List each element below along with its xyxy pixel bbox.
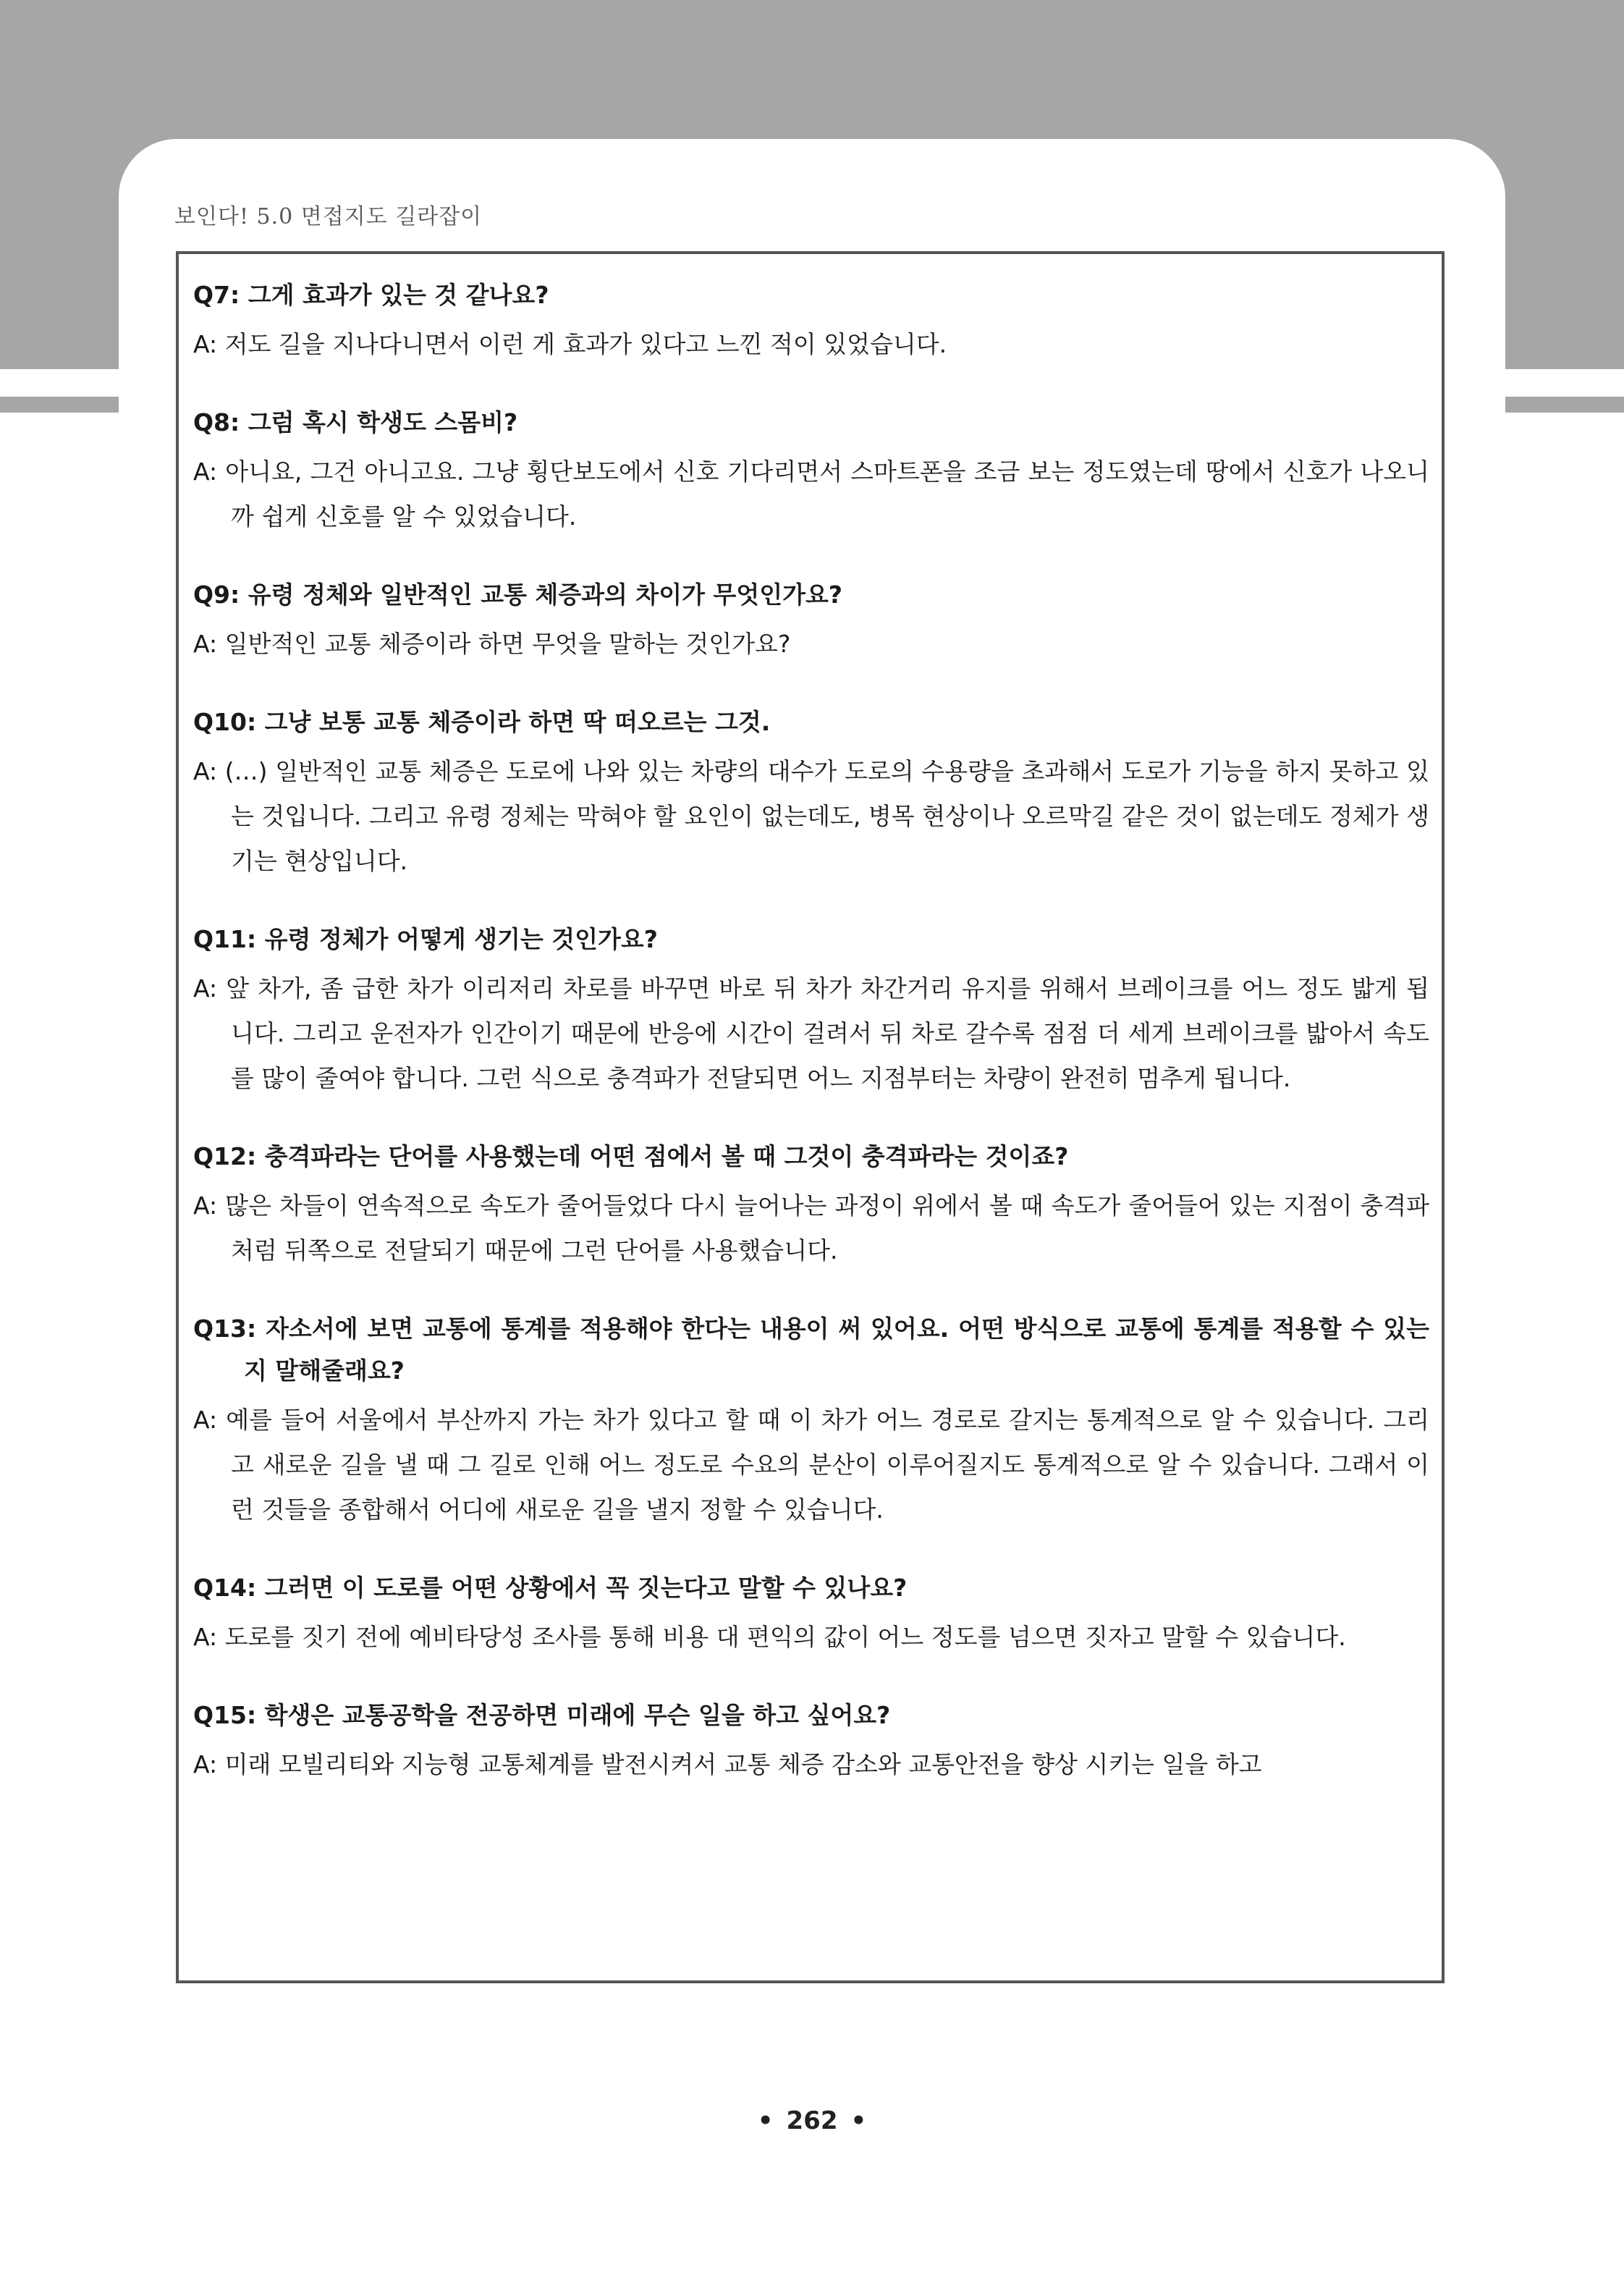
answer: A: 많은 차들이 연속적으로 속도가 줄어들었다 다시 늘어나는 과정이 위에서 볼 때 속도가 줄어들어 있는 지점이 충격파처럼 뒤쪽으로 전달되기 때문에 그런 단어를 사용했습니다. xyxy=(193,1191,1429,1265)
question: Q13: 자소서에 보면 교통에 통계를 적용해야 한다는 내용이 써 있어요. 어떤 방식으로 교통에 통계를 적용할 수 있는지 말해줄래요? xyxy=(193,1314,1429,1385)
question: Q12: 충격파라는 단어를 사용했는데 어떤 점에서 볼 때 그것이 충격파라는 것이죠? xyxy=(193,1142,1069,1170)
question: Q10: 그냥 보통 교통 체증이라 하면 딱 떠오르는 그것. xyxy=(193,708,771,736)
right-stripe xyxy=(1505,397,1624,413)
interview-qa-box xyxy=(176,251,1445,1983)
qa-item-q13 xyxy=(193,1308,1429,1532)
qa-item-q12 xyxy=(193,1136,1429,1273)
qa-list xyxy=(193,274,1429,1822)
question: Q14: 그러면 이 도로를 어떤 상황에서 꼭 짓는다고 말할 수 있나요? xyxy=(193,1574,908,1602)
qa-item-q11 xyxy=(193,919,1429,1101)
answer: A: 도로를 짓기 전에 예비타당성 조사를 통해 비용 대 편익의 값이 어느 정도를 넘으면 짓자고 말할 수 있습니다. xyxy=(193,1623,1346,1651)
running-header: 보인다! 5.0 면접지도 길라잡이 xyxy=(174,204,483,229)
question: Q11: 유령 정체가 어떻게 생기는 것인가요? xyxy=(193,925,658,953)
bullet-dot-right: • xyxy=(850,2106,867,2135)
answer: A: 일반적인 교통 체증이라 하면 무엇을 말하는 것인가요? xyxy=(193,630,791,658)
answer: A: 아니요, 그건 아니고요. 그냥 횡단보도에서 신호 기다리면서 스마트폰을 조금 보는 정도였는데 땅에서 신호가 나오니까 쉽게 신호를 알 수 있었습니다. xyxy=(193,457,1429,531)
qa-item-q15 xyxy=(193,1694,1429,1787)
qa-item-q7 xyxy=(193,274,1429,367)
page-number-footer xyxy=(0,2106,1624,2135)
page-number: 262 xyxy=(786,2106,838,2135)
qa-item-q10 xyxy=(193,701,1429,884)
question: Q7: 그게 효과가 있는 것 같나요? xyxy=(193,281,549,309)
answer: A: (…) 일반적인 교통 체증은 도로에 나와 있는 차량의 대수가 도로의 수용량을 초과해서 도로가 기능을 하지 못하고 있는 것입니다. 그리고 유령 정체는 막혀야 할 요인이 없는데도, 병목 현상이나 오르막길 같은 것이 없는데도 정체가 생기는 현상입니다. xyxy=(193,757,1429,875)
question: Q15: 학생은 교통공학을 전공하면 미래에 무슨 일을 하고 싶어요? xyxy=(193,1701,891,1729)
qa-item-q14 xyxy=(193,1567,1429,1660)
answer: A: 미래 모빌리티와 지능형 교통체계를 발전시켜서 교통 체증 감소와 교통안전을 향상 시키는 일을 하고 xyxy=(193,1750,1262,1778)
bullet-dot-left: • xyxy=(757,2106,774,2135)
question: Q8: 그럼 혹시 학생도 스몸비? xyxy=(193,408,518,436)
answer: A: 저도 길을 지나다니면서 이런 게 효과가 있다고 느낀 적이 있었습니다. xyxy=(193,330,947,358)
qa-item-q8 xyxy=(193,402,1429,539)
qa-item-q9 xyxy=(193,574,1429,667)
left-stripe xyxy=(0,397,119,413)
answer: A: 앞 차가, 좀 급한 차가 이리저리 차로를 바꾸면 바로 뒤 차가 차간거리 유지를 위해서 브레이크를 어느 정도 밟게 됩니다. 그리고 운전자가 인간이기 때문에 반응에 시간이 걸려서 뒤 차로 갈수록 점점 더 세게 브레이크를 밟아서 속도를 많이 줄여야 합니다. 그런 식으로 충격파가 전달되면 어느 지점부터는 차량이 완전히 멈추게 됩니다. xyxy=(193,974,1429,1092)
answer: A: 예를 들어 서울에서 부산까지 가는 차가 있다고 할 때 이 차가 어느 경로로 갈지는 통계적으로 알 수 있습니다. 그리고 새로운 길을 낼 때 그 길로 인해 어느 정도로 수요의 분산이 이루어질지도 통계적으로 알 수 있습니다. 그래서 이런 것들을 종합해서 어디에 새로운 길을 낼지 정할 수 있습니다. xyxy=(193,1406,1429,1524)
question: Q9: 유령 정체와 일반적인 교통 체증과의 차이가 무엇인가요? xyxy=(193,581,842,609)
